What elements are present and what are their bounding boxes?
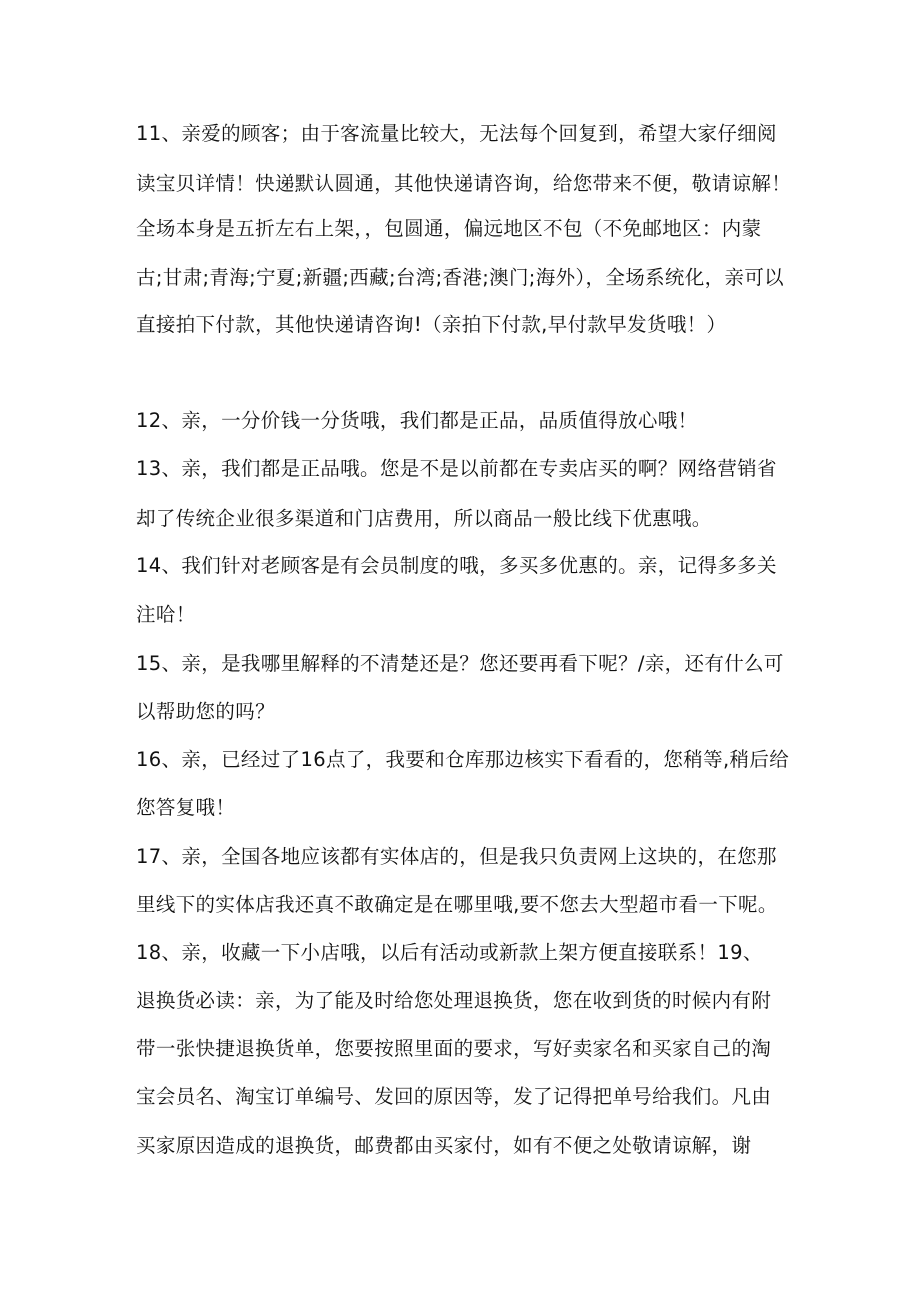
text-line: 18、亲，收藏一下小店哦，以后有活动或新款上架方便直接联系！19、 [136,941,763,964]
text-line: 12、亲，一分价钱一分货哦，我们都是正品，品质值得放心哦！ [136,409,698,432]
text-line: 带一张快捷退换货单，您要按照里面的要求，写好卖家名和买家自己的淘 [136,1037,772,1060]
text-line: 15、亲，是我哪里解释的不清楚还是？您还要再看下呢？/亲，还有什么可 [136,652,784,675]
text-line: 宝会员名、淘宝订单编号、发回的原因等，发了记得把单号给我们。凡由 [136,1085,772,1108]
text-line: 您答复哦！ [136,796,236,819]
text-line: 16、亲，已经过了16点了，我要和仓库那边核实下看看的，您稍等,稍后给 [136,748,790,771]
text-line: 14、我们针对老顾客是有会员制度的哦，多买多优惠的。亲，记得多多关 [136,554,777,577]
text-line: 退换货必读：亲，为了能及时给您处理退换货，您在收到货的时候内有附 [136,989,772,1012]
text-line: 古;甘肃;青海;宁夏;新疆;西藏;台湾;香港;澳门;海外），全场系统化，亲可以 [136,266,785,289]
text-line: 买家原因造成的退换货，邮费都由买家付，如有不便之处敬请谅解，谢 [136,1134,752,1157]
text-line: 17、亲，全国各地应该都有实体店的，但是我只负责网上这块的，在您那 [136,845,777,868]
text-line: 全场本身是五折左右上架，，包圆通，偏远地区不包（不免邮地区：内蒙 [136,217,762,240]
text-line: 11、亲爱的顾客；由于客流量比较大，无法每个回复到，希望大家仔细阅 [136,122,777,145]
text-line: 读宝贝详情！快递默认圆通，其他快递请咨询，给您带来不便，敬请谅解！ [136,172,792,195]
text-line: 直接拍下付款，其他快递请咨询!（亲拍下付款,早付款早发货哦！） [136,313,727,336]
text-line: 注哈！ [136,603,196,626]
text-line: 里线下的实体店我还真不敢确定是在哪里哦,要不您去大型超市看一下呢。 [136,893,778,916]
text-line: 却了传统企业很多渠道和门店费用，所以商品一般比线下优惠哦。 [136,507,712,530]
text-line: 13、亲，我们都是正品哦。您是不是以前都在专卖店买的啊？网络营销省 [136,457,777,480]
text-line: 以帮助您的吗？ [136,700,275,723]
